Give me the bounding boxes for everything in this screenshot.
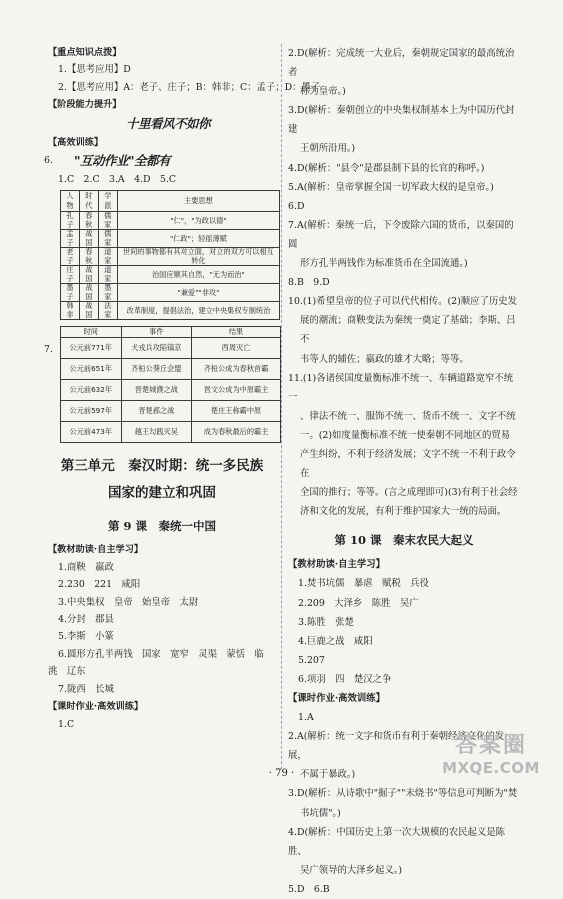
answer-line: 4.巨鹿之战 咸阳 <box>298 635 373 647</box>
table-cell: 战国 <box>79 284 98 302</box>
answer-line: 1.C <box>58 718 75 730</box>
table-cell: 越王勾践灭吴 <box>121 422 192 443</box>
answer-line: 3.中央集权 皇帝 始皇帝 太尉 <box>58 596 199 608</box>
answer-line: 洮 辽东 <box>48 666 86 678</box>
table-header-cell: 事件 <box>121 327 192 338</box>
answer-line: 1.焚书坑儒 暴虐 赋税 兵役 <box>298 578 429 590</box>
table-cell: 公元前597年 <box>61 401 122 422</box>
table-cell: 晋楚城濮之战 <box>121 380 192 401</box>
answers-1-5: 1.C 2.C 3.A 4.D 5.C <box>58 174 177 186</box>
question-7-number: 7. <box>44 344 53 355</box>
answer-line: 5.207 <box>298 654 325 666</box>
table-row <box>61 380 281 401</box>
answer-line: 7.A(解析：秦统一后，下令废除六国的货币，以秦国的圆 <box>288 219 514 250</box>
table-cell: 齐桓公葵丘会盟 <box>121 359 192 380</box>
answer-line: 6.项羽 四 楚汉之争 <box>298 673 392 685</box>
table-row <box>61 422 281 443</box>
table-cell: 春秋 <box>79 248 98 266</box>
table-cell: 法家 <box>98 302 117 320</box>
answer-line: 11.(1)各诸侯国度量衡标准不统一、车辆道路宽窄不统一 <box>288 372 514 403</box>
column-divider <box>281 44 282 769</box>
section-heading: 【教材助读·自主学习】 <box>288 559 386 571</box>
answer-line: 4.D(解析：中国历史上第一次大规模的农民起义是陈胜、 <box>288 826 505 857</box>
lesson-9-answers <box>48 541 276 732</box>
answer-line: 5.李斯 小篆 <box>58 631 114 643</box>
answer-line: 全国的推行；等等。(言之成理即可)(3)有利于社会经 <box>300 487 518 499</box>
table-cell: 道家 <box>98 266 117 284</box>
philosophers-table <box>60 190 280 320</box>
table-cell: 儒家 <box>98 212 117 230</box>
table-row <box>61 302 280 320</box>
lesson-9-title: 第 9 课 秦统一中国 <box>107 519 216 534</box>
watermark-logo: 答案圈 <box>454 733 527 758</box>
table-cell: 孔子 <box>61 212 80 230</box>
answer-line: 济和文化的发展，有利于维护国家大一统的局面。 <box>300 506 507 518</box>
section-heading: 【课时作业·高效训练】 <box>288 693 386 704</box>
unit-title-line-1: 第三单元 秦汉时期：统一多民族 <box>60 458 264 475</box>
table-cell: 公元前651年 <box>61 359 122 380</box>
answer-line: 4.分封 郡县 <box>58 614 114 626</box>
table-cell: "仁"，"为政以德" <box>117 212 279 230</box>
table-cell: 晋文公成为中原霸主 <box>192 380 281 401</box>
answer-line: 4.D(解析："县令"是郡县制下县的长官的称呼。) <box>288 162 485 174</box>
answer-line: 2.230 221 咸阳 <box>58 579 141 591</box>
table-cell: 道家 <box>98 248 117 266</box>
answer-line: 1.商鞅 嬴政 <box>58 561 114 573</box>
answer-line: 3.D(解析：秦朝创立的中央集权制基本上为中国历代封建 <box>288 105 515 136</box>
answer-line: 6.D <box>288 200 305 212</box>
site-watermark <box>432 728 550 790</box>
answer-line: 7.陇西 长城 <box>58 683 114 695</box>
table-row <box>61 401 281 422</box>
answer-line: 8.B 9.D <box>288 277 330 289</box>
events-table <box>60 326 281 443</box>
table-row <box>61 266 280 284</box>
answer-line: 3.D(解析：从诗歌中"掘子""未烧书"等信息可判断为"焚 <box>288 788 518 800</box>
table-cell: 孟子 <box>61 230 80 248</box>
table-header-cell: 主要思想 <box>117 191 279 212</box>
answer-line: 王朝所沿用。) <box>300 143 356 155</box>
page-number: · 79 · <box>268 768 295 779</box>
table-header-cell: 人物 <box>61 191 80 212</box>
answer-line: 1.【思考应用】D <box>58 64 131 76</box>
table-row <box>61 284 280 302</box>
section-heading: 【课时作业·高效训练】 <box>48 701 144 713</box>
table-row <box>61 212 280 230</box>
answer-line: 、律法不统一、服饰不统一、货币不统一、文字不统 <box>300 410 516 422</box>
answer-line: 产生纠纷，不利于经济发展；文字不统一不利于政令在 <box>300 448 516 480</box>
table-cell: 战国 <box>79 230 98 248</box>
table-cell: 齐桓公成为春秋首霸 <box>192 359 281 380</box>
table-cell: 晋楚邲之战 <box>121 401 192 422</box>
table-cell: 公元前473年 <box>61 422 122 443</box>
table-cell: 春秋 <box>79 212 98 230</box>
table-header-cell: 时间 <box>61 327 122 338</box>
table-cell: 老子 <box>61 248 80 266</box>
answer-line: 3.陈胜 张楚 <box>298 616 354 628</box>
answer-line: 10.(1)希望皇帝的位子可以代代相传。(2)顺应了历史发 <box>288 296 517 308</box>
answer-line: 5.A(解析：皇帝掌握全国一切军政大权的是皇帝。) <box>288 181 494 193</box>
table-cell: 楚庄王称霸中原 <box>192 401 281 422</box>
table-row <box>61 248 280 266</box>
table-header-cell: 学派 <box>98 191 117 212</box>
unit-title-line-2: 国家的建立和巩固 <box>108 485 216 502</box>
answer-line: 韦等人的辅佐；嬴政的雄才大略；等等。 <box>300 353 469 365</box>
table-cell: 世间的事物都有其对立面，对立的双方可以相互转化 <box>117 248 279 266</box>
table-cell: "仁政"；轻徭薄赋 <box>117 230 279 248</box>
answer-line: 2.D(解析：完成统一大业后，秦朝规定国家的最高统治者 <box>288 48 515 79</box>
answer-line: 形方孔半两钱作为标准货币在全国流通。) <box>300 258 468 270</box>
table-cell: 改革制度，提倡法治，建立中央集权专制统治 <box>117 302 279 320</box>
answer-line: 2.209 大泽乡 陈胜 吴广 <box>298 597 419 609</box>
table-cell: 公元前771年 <box>61 338 122 359</box>
table-cell: 治国应顺其自然，"无为而治" <box>117 266 279 284</box>
answer-line: 称为皇帝。) <box>300 86 346 98</box>
answer-line: 展的潮流；商鞅变法为秦统一奠定了基础；李斯、吕不 <box>300 315 516 346</box>
answer-line: 2.【思考应用】A：老子、庄子；B：韩非；C：孟子；D：墨子 <box>58 81 321 93</box>
table-cell: 墨子 <box>61 284 80 302</box>
section-heading: 【教材助读·自主学习】 <box>48 544 144 556</box>
table-header-cell: 时代 <box>79 191 98 212</box>
table-cell: 公元前632年 <box>61 380 122 401</box>
answer-block-training <box>48 134 276 151</box>
answer-line: 1.A <box>298 712 314 724</box>
table-row <box>61 359 281 380</box>
table-cell: 墨家 <box>98 284 117 302</box>
lesson-10-title: 第 10 课 秦末农民大起义 <box>334 533 474 548</box>
section-heading: 【阶段能力提升】 <box>48 99 122 111</box>
table-header-cell: 结果 <box>192 327 281 338</box>
answer-line: 2.A(解析：统一文字和货币有利于秦朝经济文化的发展， <box>288 731 505 762</box>
lesson-9-explanations <box>288 44 520 521</box>
question-6-number: 6. <box>44 155 53 166</box>
handwritten-note-1: 十里看风不如你 <box>126 115 211 131</box>
answer-block-top <box>48 44 321 114</box>
answer-line: 6.圆形方孔半两钱 国家 宽窄 灵渠 蒙恬 临 <box>58 648 264 660</box>
table-cell: 西周灭亡 <box>192 338 281 359</box>
answer-line: 5.D 6.B <box>288 883 330 895</box>
table-row <box>61 338 281 359</box>
watermark-url: MXQE.COM <box>442 759 540 777</box>
unit-title <box>48 453 276 507</box>
table-cell: 庄子 <box>61 266 80 284</box>
table-cell: 韩非 <box>61 302 80 320</box>
table-cell: 成为春秋最后的霸主 <box>192 422 281 443</box>
table-cell: 战国 <box>79 302 98 320</box>
answer-line: 吴广领导的大泽乡起义。) <box>300 864 403 876</box>
table-cell: 战国 <box>79 266 98 284</box>
table-row <box>61 230 280 248</box>
answer-line: 书坑儒"。) <box>300 807 341 819</box>
handwritten-note-2: "互动作业"全都有 <box>74 153 171 169</box>
answer-line: 一。(2)如度量衡标准不统一使秦朝不同地区的贸易 <box>300 429 511 441</box>
section-heading: 【高效训练】 <box>48 136 104 148</box>
table-cell: "兼爱""非攻" <box>117 284 279 302</box>
lesson-10-answers <box>288 555 520 727</box>
answer-line: 不属于暴政。) <box>300 769 356 781</box>
table-cell: 犬戎兵攻陷镐京 <box>121 338 192 359</box>
table-cell: 儒家 <box>98 230 117 248</box>
section-heading: 【重点知识点拨】 <box>48 47 122 58</box>
